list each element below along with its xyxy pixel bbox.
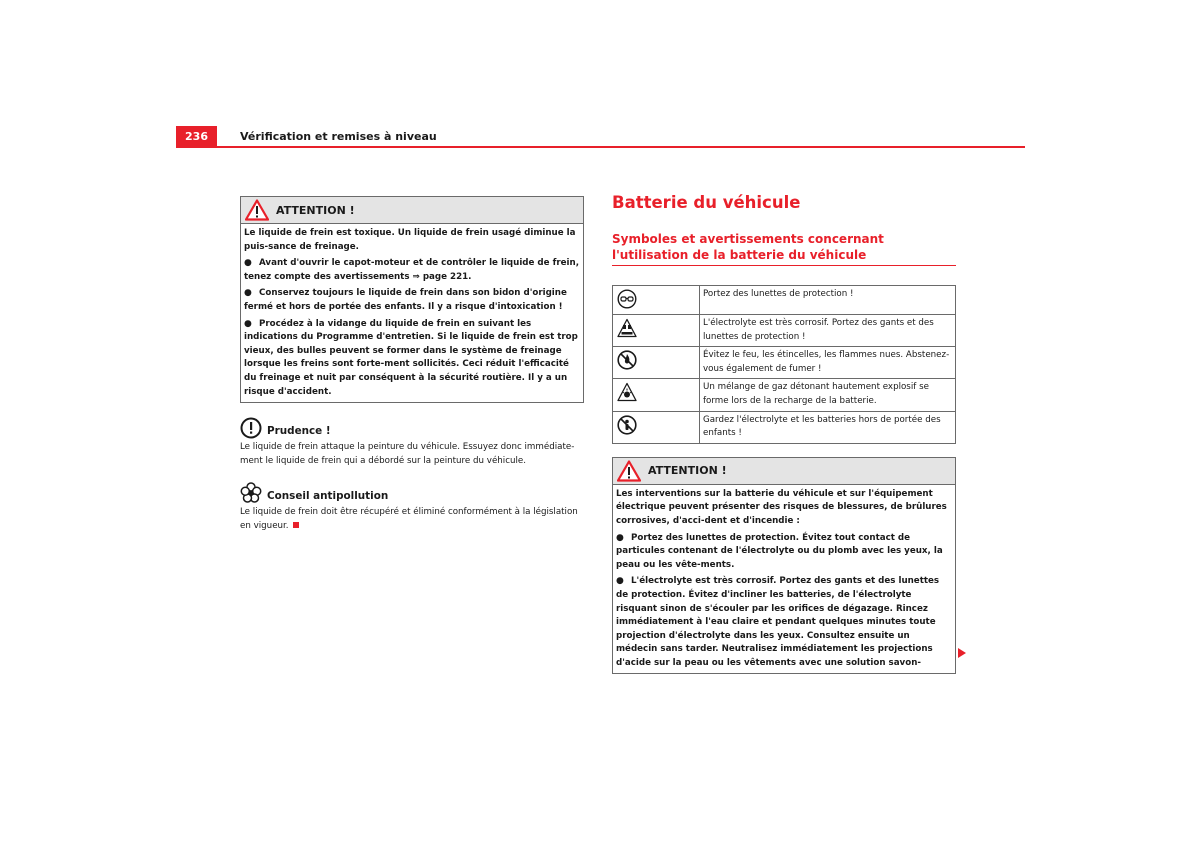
symbol-description: L'électrolyte est très corrosif. Portez des gants et des lunettes de protection ! — [700, 315, 956, 347]
warning-triangle-icon — [245, 199, 269, 221]
left-column — [240, 196, 584, 533]
environment-note — [240, 482, 584, 533]
attention-label: ATTENTION ! — [276, 203, 355, 217]
right-column — [612, 192, 956, 674]
corrosive-acid-icon — [617, 318, 637, 338]
attention-header — [241, 197, 583, 224]
bullet-icon: ● — [616, 576, 624, 587]
environment-header — [240, 482, 584, 504]
explosive-gas-icon — [617, 382, 637, 402]
section-subheading: Symboles et avertissements concernant l'utilisation de la batterie du véhicule — [612, 231, 956, 266]
attention-header — [613, 458, 955, 485]
attention-bullet: ● Portez des lunettes de protection. Évitez tout contact de particules contenant de l'électrolyte ou du plomb avec les yeux, la peau ou les vête-ments. — [616, 532, 943, 570]
prudence-text: Le liquide de frein attaque la peinture du véhicule. Essuyez donc immédiate-ment le liquide de frein qui a débordé sur la peinture du véhicule. — [240, 442, 575, 467]
page-header — [176, 126, 1025, 148]
attention-bullet: ● Avant d'ouvrir le capot-moteur et de contrôler le liquide de frein, tenez compte des avertissements ⇒ page 221. — [244, 258, 579, 282]
chapter-title: Vérification et remises à niveau — [240, 130, 437, 143]
attention-intro: Les interventions sur la batterie du véhicule et sur l'équipement électrique peuvent présenter des risques de blessures, de brûlures corrosives, d'acci-dent et d'incendie : — [616, 488, 947, 526]
table-row — [613, 411, 956, 443]
environment-text: Le liquide de frein doit être récupéré et éliminé conformément à la législation en vigueur. — [240, 507, 578, 532]
no-fire-icon — [617, 350, 637, 370]
battery-symbols-table — [612, 285, 956, 444]
warning-triangle-icon — [617, 460, 641, 482]
protective-goggles-icon — [617, 289, 637, 309]
attention-bullet: ● Procédez à la vidange du liquide de frein en suivant les indications du Programme d'entretien. Si le liquide de frein est trop vieux, des bulles peuvent se former dans le système de freinage lorsque les freins sont forte-ment sollicités. Ceci réduit l'efficacité du freinage et nuit par conséquent à la sécurité routière. Il y a un risque d'accident. — [244, 318, 578, 397]
attention-box-brake-fluid — [240, 196, 584, 403]
symbol-description: Un mélange de gaz détonant hautement explosif se forme lors de la recharge de la batterie. — [700, 379, 956, 411]
attention-body — [241, 224, 583, 402]
attention-label: ATTENTION ! — [648, 464, 727, 478]
bullet-icon: ● — [244, 318, 252, 329]
caution-exclamation-icon — [240, 417, 262, 439]
symbol-description: Évitez le feu, les étincelles, les flammes nues. Abstenez-vous également de fumer ! — [700, 347, 956, 379]
table-row — [613, 286, 956, 315]
section-heading: Batterie du véhicule — [612, 193, 801, 212]
environment-title: Conseil antipollution — [267, 490, 389, 503]
end-of-section-icon — [293, 522, 299, 528]
prudence-note — [240, 417, 584, 468]
keep-away-children-icon — [617, 415, 637, 435]
header-rule — [217, 146, 1025, 148]
bullet-icon: ● — [244, 288, 252, 299]
bullet-icon: ● — [244, 258, 252, 269]
attention-intro: Le liquide de frein est toxique. Un liquide de frein usagé diminue la puis-sance de freinage. — [244, 228, 576, 252]
prudence-header — [240, 417, 584, 439]
continued-arrow-icon — [958, 648, 966, 658]
symbol-description: Gardez l'électrolyte et les batteries hors de portée des enfants ! — [700, 411, 956, 443]
prudence-title: Prudence ! — [267, 425, 331, 438]
attention-bullet: ● Conservez toujours le liquide de frein dans son bidon d'origine fermé et hors de portée des enfants. Il y a risque d'intoxication ! — [244, 288, 567, 312]
attention-box-battery — [612, 457, 956, 675]
table-row — [613, 379, 956, 411]
table-row — [613, 315, 956, 347]
table-row — [613, 347, 956, 379]
bullet-icon: ● — [616, 532, 624, 543]
symbol-description: Portez des lunettes de protection ! — [700, 286, 956, 315]
attention-bullet: ● L'électrolyte est très corrosif. Portez des gants et des lunettes de protection. Évitez d'incliner les batteries, de l'électrolyte risquant sinon de s'écouler par les orifices de dégazage. Rincez immédiatement à l'eau claire et pendant quelques minutes toute projection d'électrolyte dans les yeux. Consultez ensuite un médecin sans tarder. Neutralisez immédiatement les projections d'acide sur la peau ou les vêtements avec une solution savon- — [616, 576, 940, 668]
attention-body — [613, 485, 955, 674]
page-number: 236 — [176, 126, 217, 148]
environment-flower-icon — [240, 482, 262, 504]
